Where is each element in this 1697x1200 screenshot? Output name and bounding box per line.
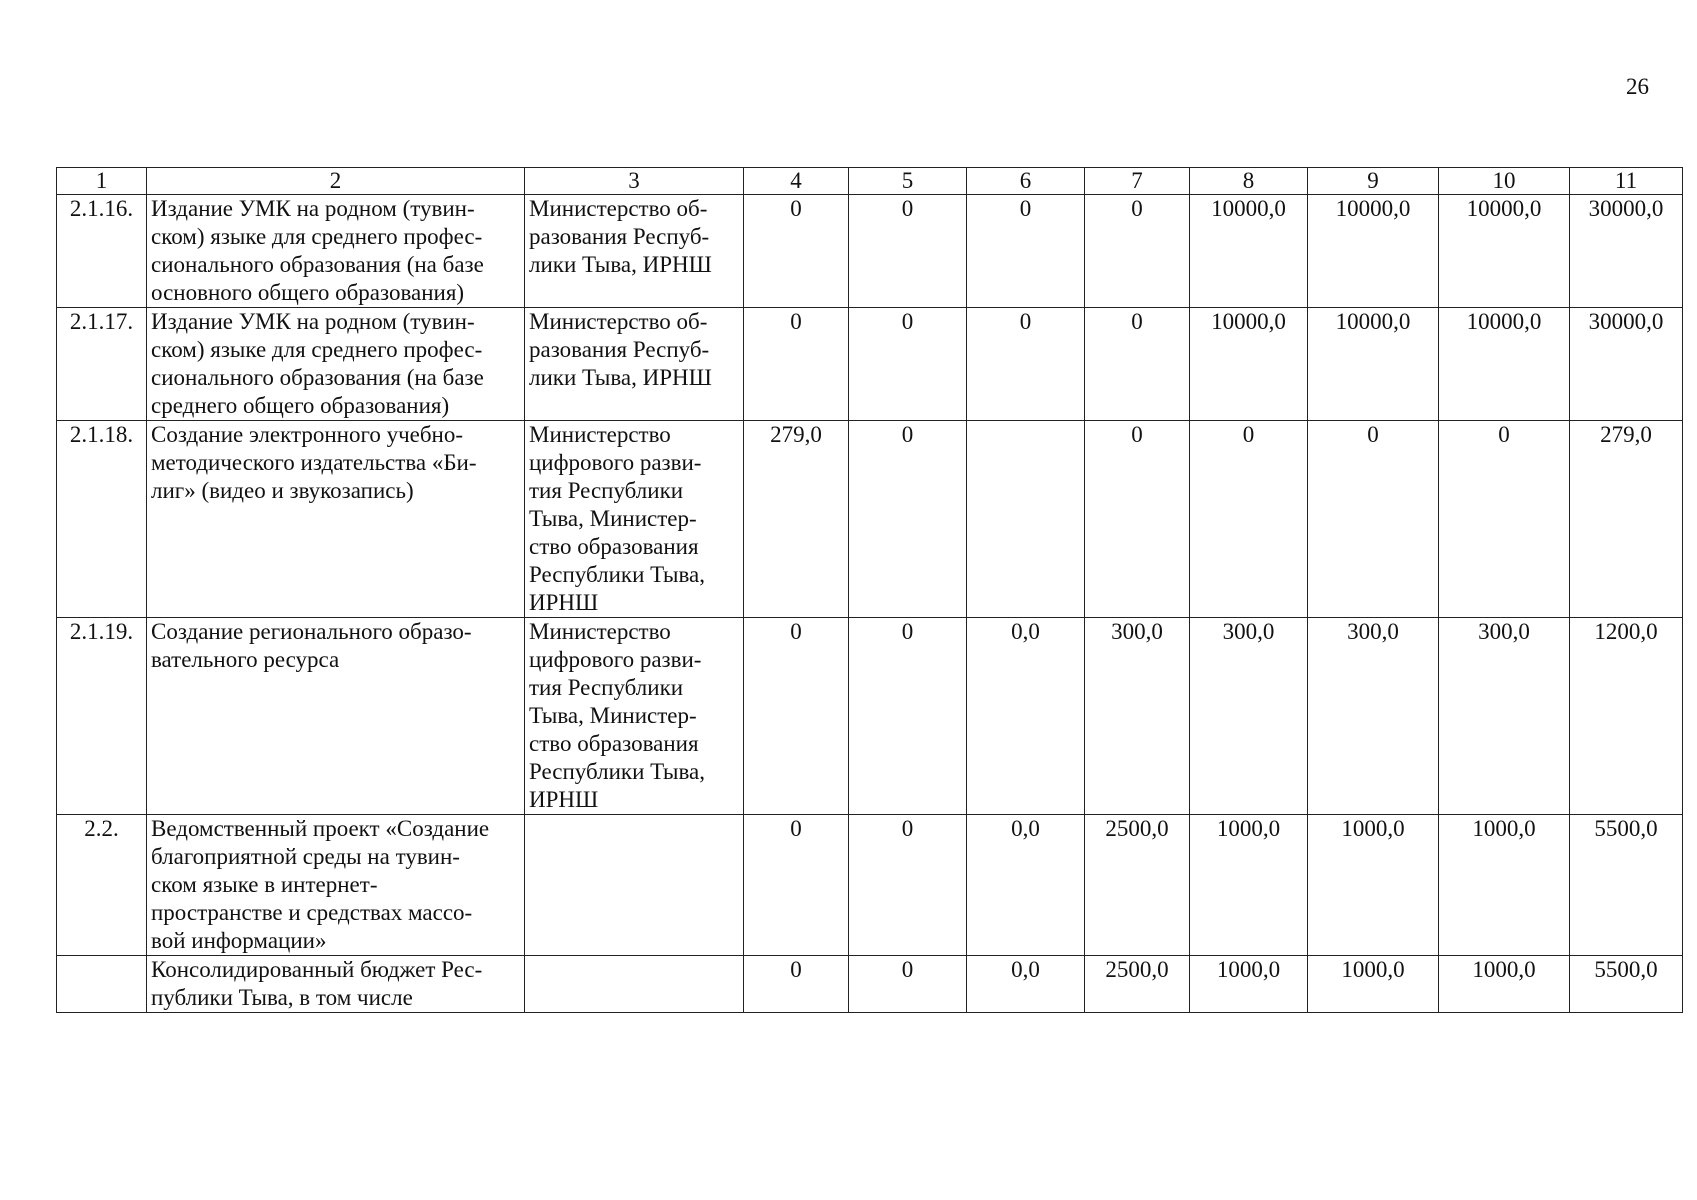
row-name [147, 421, 525, 618]
row-number: 2.1.17. [57, 308, 147, 421]
row-number: 2.2. [57, 815, 147, 956]
row-name-line: среднего общего образования) [151, 393, 450, 418]
table-row [57, 815, 1683, 956]
row-executor-line: Тыва, Министер- [529, 506, 697, 531]
row-executor-line: разования Респуб- [529, 337, 710, 362]
row-value: 0 [849, 618, 967, 815]
row-name-line: публики Тыва, в том числе [151, 985, 413, 1010]
row-name-line: основного общего образования) [151, 280, 465, 305]
column-header: 2 [147, 168, 525, 195]
row-executor [525, 421, 744, 618]
row-executor-line: цифрового разви- [529, 647, 702, 672]
row-executor-line: цифрового разви- [529, 450, 702, 475]
row-name-line: Консолидированный бюджет Рес- [151, 957, 483, 982]
row-value: 0 [744, 618, 849, 815]
row-name-line: сионального образования (на базе [151, 252, 484, 277]
row-value: 0 [1190, 421, 1308, 618]
row-executor-line: Министерство [529, 422, 671, 447]
row-name [147, 956, 525, 1013]
row-value: 0 [744, 956, 849, 1013]
row-executor-line: ство образования [529, 534, 699, 559]
row-executor-line: Министерство об- [529, 309, 708, 334]
row-value: 0 [849, 308, 967, 421]
budget-table [56, 167, 1683, 1013]
row-value: 279,0 [744, 421, 849, 618]
row-executor-line: разования Респуб- [529, 224, 710, 249]
row-value: 0 [744, 308, 849, 421]
row-name-line: благоприятной среды на тувин- [151, 844, 460, 869]
table-row [57, 195, 1683, 308]
table-row [57, 421, 1683, 618]
row-value: 1000,0 [1439, 956, 1570, 1013]
row-executor-line: тия Республики [529, 675, 684, 700]
row-executor-line: ство образования [529, 731, 699, 756]
row-executor-line: Республики Тыва, [529, 562, 706, 587]
row-name [147, 195, 525, 308]
row-value: 0 [967, 195, 1085, 308]
row-value: 2500,0 [1085, 956, 1190, 1013]
row-name-line: вой информации» [151, 928, 327, 953]
row-value: 0 [1308, 421, 1439, 618]
column-header: 8 [1190, 168, 1308, 195]
row-executor [525, 308, 744, 421]
row-value: 10000,0 [1190, 308, 1308, 421]
row-value: 1000,0 [1439, 815, 1570, 956]
row-name-line: Создание регионального образо- [151, 619, 472, 644]
row-number: 2.1.16. [57, 195, 147, 308]
row-name [147, 815, 525, 956]
row-name [147, 618, 525, 815]
row-value: 5500,0 [1570, 956, 1683, 1013]
row-executor [525, 956, 744, 1013]
row-value: 0 [849, 956, 967, 1013]
row-name-line: лиг» (видео и звукозапись) [151, 478, 414, 503]
row-name-line: ском) языке для среднего профес- [151, 224, 483, 249]
row-name-line: методического издательства «Би- [151, 450, 477, 475]
row-value: 1000,0 [1190, 956, 1308, 1013]
row-value: 0 [1085, 308, 1190, 421]
row-executor-line: Министерство [529, 619, 671, 644]
table-header-row [57, 168, 1683, 195]
column-header: 11 [1570, 168, 1683, 195]
table-row [57, 618, 1683, 815]
row-value: 5500,0 [1570, 815, 1683, 956]
row-value: 30000,0 [1570, 308, 1683, 421]
row-value: 300,0 [1085, 618, 1190, 815]
row-name-line: сионального образования (на базе [151, 365, 484, 390]
row-value: 10000,0 [1439, 308, 1570, 421]
row-executor-line: Республики Тыва, [529, 759, 706, 784]
row-name-line: Ведомственный проект «Создание [151, 816, 490, 841]
row-value [967, 421, 1085, 618]
table-row [57, 956, 1683, 1013]
row-value: 0 [744, 815, 849, 956]
row-value: 0 [1439, 421, 1570, 618]
row-value: 1000,0 [1308, 956, 1439, 1013]
row-value: 0 [1085, 195, 1190, 308]
row-value: 0 [967, 308, 1085, 421]
row-value: 1000,0 [1308, 815, 1439, 956]
row-value: 0 [744, 195, 849, 308]
row-value: 300,0 [1439, 618, 1570, 815]
row-name-line: Издание УМК на родном (тувин- [151, 196, 475, 221]
row-executor-line: тия Республики [529, 478, 684, 503]
row-name-line: вательного ресурса [151, 647, 340, 672]
row-name-line: ском) языке для среднего профес- [151, 337, 483, 362]
row-executor-line: лики Тыва, ИРНШ [529, 252, 712, 277]
row-value: 2500,0 [1085, 815, 1190, 956]
column-header: 9 [1308, 168, 1439, 195]
row-executor-line: ИРНШ [529, 590, 599, 615]
column-header: 5 [849, 168, 967, 195]
row-value: 300,0 [1190, 618, 1308, 815]
column-header: 7 [1085, 168, 1190, 195]
row-value: 30000,0 [1570, 195, 1683, 308]
row-value: 10000,0 [1308, 195, 1439, 308]
row-name-line: Издание УМК на родном (тувин- [151, 309, 475, 334]
row-value: 0 [849, 815, 967, 956]
column-header: 1 [57, 168, 147, 195]
row-value: 10000,0 [1308, 308, 1439, 421]
page-number: 26 [1626, 74, 1649, 99]
row-value: 0,0 [967, 815, 1085, 956]
row-executor-line: Тыва, Министер- [529, 703, 697, 728]
row-name-line: ском языке в интернет- [151, 872, 378, 897]
table-row [57, 308, 1683, 421]
row-name [147, 308, 525, 421]
row-executor-line: ИРНШ [529, 787, 599, 812]
row-value: 300,0 [1308, 618, 1439, 815]
row-value: 0 [849, 421, 967, 618]
row-value: 0,0 [967, 618, 1085, 815]
row-number: 2.1.18. [57, 421, 147, 618]
row-value: 10000,0 [1190, 195, 1308, 308]
row-executor [525, 815, 744, 956]
row-value: 0 [849, 195, 967, 308]
row-executor-line: лики Тыва, ИРНШ [529, 365, 712, 390]
row-name-line: Создание электронного учебно- [151, 422, 464, 447]
column-header: 10 [1439, 168, 1570, 195]
column-header: 3 [525, 168, 744, 195]
row-executor [525, 618, 744, 815]
column-header: 4 [744, 168, 849, 195]
row-executor [525, 195, 744, 308]
row-value: 1200,0 [1570, 618, 1683, 815]
row-value: 0,0 [967, 956, 1085, 1013]
row-value: 279,0 [1570, 421, 1683, 618]
row-value: 1000,0 [1190, 815, 1308, 956]
column-header: 6 [967, 168, 1085, 195]
row-value: 0 [1085, 421, 1190, 618]
row-number [57, 956, 147, 1013]
row-executor-line: Министерство об- [529, 196, 708, 221]
row-name-line: пространстве и средствах массо- [151, 900, 473, 925]
row-value: 10000,0 [1439, 195, 1570, 308]
row-number: 2.1.19. [57, 618, 147, 815]
